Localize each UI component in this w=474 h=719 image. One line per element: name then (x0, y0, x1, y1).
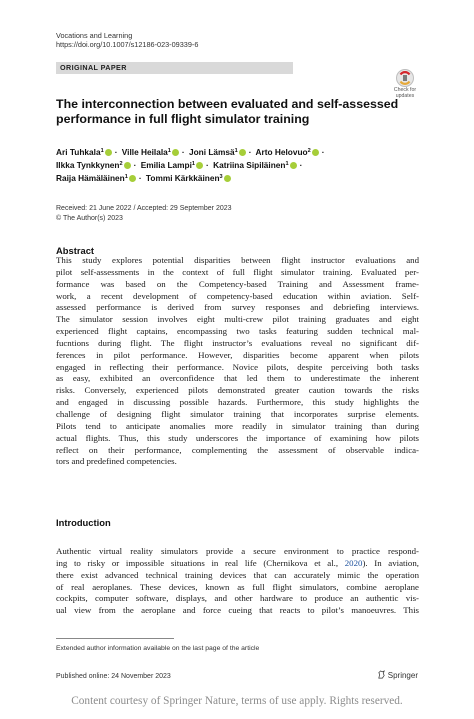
abstract-heading: Abstract (56, 245, 95, 256)
journal-header (56, 31, 198, 50)
orcid-icon[interactable] (124, 162, 131, 169)
abstract-line: ferences in pilot performance. However, disparities become apparent when pilots (56, 349, 419, 360)
abstract-line: assessed performance is derived from survey responses and debriefing interviews. (56, 302, 419, 313)
abstract-line: tors and predefined competencies. (56, 456, 177, 467)
abstract-line: This study explores potential disparities between flight instructor evaluations and (56, 255, 419, 265)
abstract-line: pilot self-assessments in the context of full flight simulator training. Evaluated per- (56, 266, 419, 277)
section-label-bar (56, 62, 293, 74)
badge-text-line2: updates (395, 93, 415, 99)
author-list (56, 146, 426, 184)
intro-line: Authentic virtual reality simulators provide a secure environment to practice respond- (56, 546, 419, 556)
check-for-updates-icon (388, 68, 422, 88)
courtesy-watermark: Content courtesy of Springer Nature, terms of use apply. Rights reserved. (71, 695, 403, 707)
author-line: Ilkka Tynkkynen$^2$ · Emilia Lampi$^1$ · Katriina Sipiläinen$^1$ · (56, 159, 303, 170)
published-date: Published online: 24 November 2023 (56, 673, 171, 680)
copyright-line: © The Author(s) 2023 (56, 214, 123, 222)
springer-horse-icon (377, 670, 386, 679)
orcid-icon[interactable] (290, 162, 297, 169)
intro-line: of real aeroplanes. These devices, known as full flight simulators, combine aeroplane (56, 581, 419, 592)
intro-line: cockpits, computer software, displays, and other hardware to produce an authentic vis- (56, 593, 419, 604)
section-label: ORIGINAL PAPER (60, 63, 127, 72)
abstract-line: fucntions during flight. The flight instructor’s evaluations reveal no significant dif- (56, 337, 419, 348)
author-line: Ari Tuhkala$^1$ · Ville Heilala$^1$ · Joni Lämsä$^1$ · Arto Helovuo$^2$ · (56, 147, 325, 157)
abstract-line: challenge of designing flight simulator training that incorporates surprise elements. (56, 408, 419, 419)
intro-line: ual view from the aeroplane and force cueing that reacts to pilot’s manoeuvres. This (56, 605, 419, 616)
abstract-line: engaged in reflecting their performance. Novice pilots, despite perceiving both tasks (56, 361, 419, 372)
abstract-line: reflect on their performance, complementing the assessment of observable indica- (56, 444, 419, 455)
author[interactable]: Emilia Lampi$^1$ (141, 160, 204, 170)
abstract-line: and engaged in discussing possible hazards. Furthermore, this study highlights the (56, 397, 419, 408)
journal-name: Vocations and Learning (56, 31, 133, 40)
orcid-icon[interactable] (105, 149, 112, 156)
author[interactable]: Katriina Sipiläinen$^1$ (213, 160, 298, 170)
author[interactable]: Joni Lämsä$^1$ (189, 147, 247, 157)
doi-link[interactable]: https://doi.org/10.1007/s12186-023-09339-6 (56, 40, 199, 50)
badge-text-line1: Check for (393, 87, 417, 93)
abstract-line: actual flights. Thus, this study underscores the importance of examining how pilots (56, 432, 419, 443)
author[interactable]: Arto Helovuo$^2$ (256, 147, 320, 157)
title-line: performance in full flight simulator training (56, 112, 310, 126)
abstract-line: risks. Conversely, experienced pilots demonstrated greater caution towards the risks (56, 385, 419, 396)
footnote-divider (56, 638, 174, 639)
abstract-line: formance was based on the Competency-based Training and Assessment frame- (56, 278, 419, 289)
received-accepted-date: Received: 21 June 2022 / Accepted: 29 September 2023 (56, 205, 232, 212)
publisher-logo[interactable] (377, 670, 418, 681)
author[interactable]: Ari Tuhkala$^1$ (56, 147, 113, 157)
orcid-icon[interactable] (172, 149, 179, 156)
abstract-line: as easy, exhibited an overconfidence that led them to underestimate the inherent (56, 373, 419, 384)
intro-line: there exist advanced technical training devices that can accurately mimic the operation (56, 569, 419, 580)
orcid-icon[interactable] (196, 162, 203, 169)
article-title (56, 97, 416, 127)
author[interactable]: Ville Heilala$^1$ (122, 147, 180, 157)
orcid-icon[interactable] (239, 149, 246, 156)
introduction-body (56, 546, 419, 617)
intro-line: ing to risky or impossible situations in real life (Chernikova et al., 2020). In aviation, (56, 557, 419, 568)
author[interactable]: Tommi Kärkkäinen$^3$ (146, 173, 232, 183)
article-dates (56, 204, 232, 223)
introduction-heading: Introduction (56, 517, 111, 528)
abstract-line: The simulator session involves eight multi-crew pilot training graduates and eight (56, 314, 419, 325)
orcid-icon[interactable] (312, 149, 319, 156)
orcid-icon[interactable] (224, 175, 231, 182)
author-line: Raija Hämäläinen$^1$ · Tommi Kärkkäinen$^3$ (56, 172, 426, 185)
abstract-line: experienced flight captains, encompassing two tasks featuring sudden technical mal- (56, 326, 419, 337)
publisher-name: Springer (387, 671, 418, 680)
citation-link[interactable]: 2020 (344, 557, 363, 568)
orcid-icon[interactable] (129, 175, 136, 182)
abstract-body (56, 255, 419, 468)
title-line: The interconnection between evaluated and self-assessed (56, 97, 399, 111)
abstract-line: Pilots tend to anticipate anomalies more readily in simulator training than during (56, 420, 419, 431)
abstract-line: work, a recent development of competency-based education within aviation. Self- (56, 290, 419, 301)
author[interactable]: Raija Hämäläinen$^1$ (56, 173, 137, 183)
footnote: Extended author information available on the last page of the article (56, 645, 260, 652)
author[interactable]: Ilkka Tynkkynen$^2$ (56, 160, 132, 170)
